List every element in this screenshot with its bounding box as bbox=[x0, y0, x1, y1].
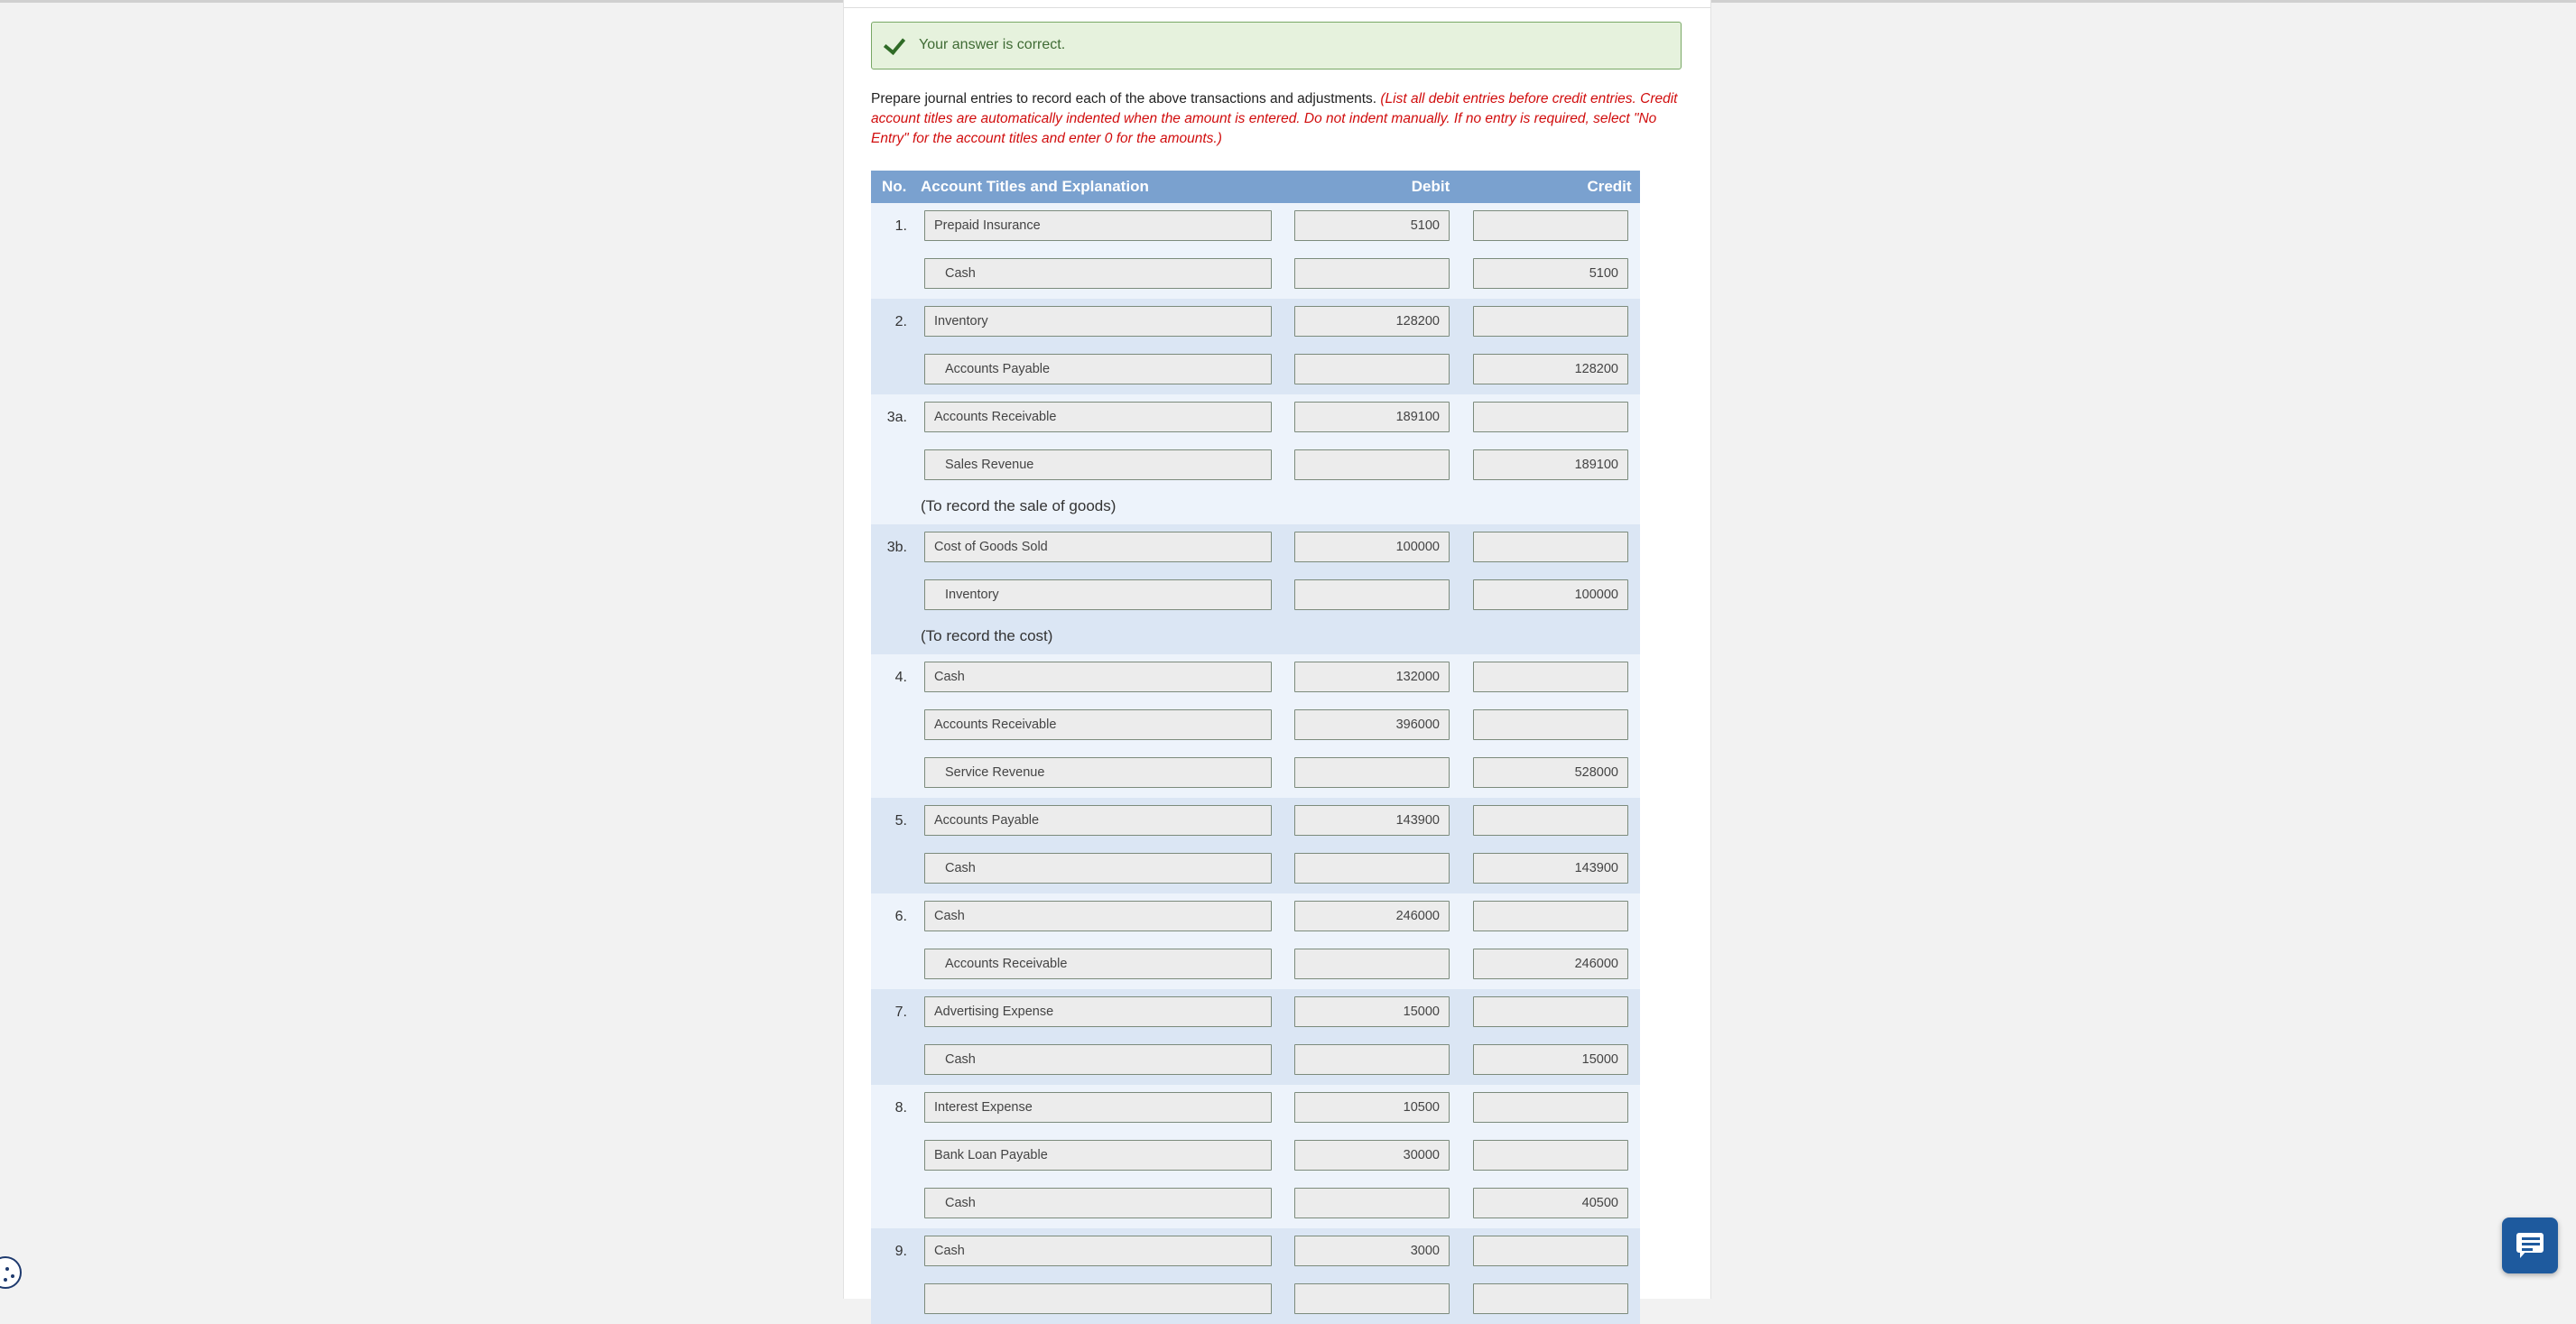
table-row bbox=[871, 941, 1640, 989]
entry-number: 2. bbox=[894, 314, 907, 329]
debit-field[interactable] bbox=[1294, 1283, 1450, 1314]
debit-field[interactable] bbox=[1294, 949, 1450, 979]
table-row bbox=[871, 203, 1640, 251]
debit-field[interactable] bbox=[1294, 757, 1450, 788]
header-credit: Credit bbox=[1587, 178, 1632, 195]
journal-entry-group bbox=[871, 654, 1640, 798]
table-row bbox=[871, 251, 1640, 299]
account-title-field[interactable]: Advertising Expense bbox=[924, 996, 1272, 1027]
table-row bbox=[871, 524, 1640, 572]
credit-field[interactable] bbox=[1473, 709, 1628, 740]
debit-field[interactable] bbox=[1294, 258, 1450, 289]
entry-number: 5. bbox=[894, 813, 907, 829]
credit-field[interactable] bbox=[1473, 901, 1628, 931]
table-row bbox=[871, 299, 1640, 347]
journal-entry-group bbox=[871, 524, 1640, 654]
account-title-field[interactable]: Bank Loan Payable bbox=[924, 1140, 1272, 1171]
account-title-field[interactable]: Cash bbox=[924, 1188, 1272, 1218]
journal-entry-group bbox=[871, 1228, 1640, 1324]
account-title-field[interactable]: Cash bbox=[924, 853, 1272, 884]
journal-entry-group bbox=[871, 1085, 1640, 1228]
entry-explanation-row bbox=[871, 620, 1640, 654]
header-debit: Debit bbox=[1411, 178, 1450, 195]
table-row bbox=[871, 1180, 1640, 1228]
cookie-dot bbox=[11, 1274, 14, 1278]
instructions-warning: (List all debit entries before credit entries. Credit account titles are automatically indented when the amount is entered. Do not indent manually. If no entry is required, select "No Entry" for the account titles and enter 0 for the amounts.) bbox=[871, 91, 1678, 146]
credit-field[interactable] bbox=[1473, 306, 1628, 337]
table-row bbox=[871, 442, 1640, 490]
journal-entry-group bbox=[871, 989, 1640, 1085]
entry-explanation: (To record the sale of goods) bbox=[921, 497, 1117, 514]
cookie-settings-icon[interactable] bbox=[0, 1256, 22, 1289]
table-row bbox=[871, 798, 1640, 846]
credit-field[interactable]: 100000 bbox=[1473, 579, 1628, 610]
checkmark-icon bbox=[884, 32, 905, 55]
table-row bbox=[871, 394, 1640, 442]
debit-field[interactable]: 5100 bbox=[1294, 210, 1450, 241]
credit-field[interactable]: 5100 bbox=[1473, 258, 1628, 289]
table-row bbox=[871, 654, 1640, 702]
table-row bbox=[871, 347, 1640, 394]
table-row bbox=[871, 1037, 1640, 1085]
credit-field[interactable]: 143900 bbox=[1473, 853, 1628, 884]
account-title-field[interactable]: Accounts Receivable bbox=[924, 709, 1272, 740]
debit-field[interactable]: 30000 bbox=[1294, 1140, 1450, 1171]
account-title-field[interactable]: Cash bbox=[924, 258, 1272, 289]
entry-number: 1. bbox=[894, 218, 907, 234]
entry-number: 3b. bbox=[886, 540, 907, 555]
panel-divider bbox=[844, 7, 1710, 8]
journal-entry-group bbox=[871, 893, 1640, 989]
chat-icon-line bbox=[2522, 1248, 2533, 1251]
feedback-message: Your answer is correct. bbox=[919, 37, 1066, 52]
credit-field[interactable] bbox=[1473, 1140, 1628, 1171]
debit-field[interactable]: 396000 bbox=[1294, 709, 1450, 740]
entry-number: 3a. bbox=[886, 410, 907, 425]
credit-field[interactable]: 528000 bbox=[1473, 757, 1628, 788]
chat-icon-line bbox=[2522, 1243, 2540, 1245]
journal-entry-group bbox=[871, 203, 1640, 299]
credit-field[interactable]: 189100 bbox=[1473, 449, 1628, 480]
debit-field[interactable]: 143900 bbox=[1294, 805, 1450, 836]
header-account: Account Titles and Explanation bbox=[921, 178, 1149, 195]
account-title-field[interactable]: Cost of Goods Sold bbox=[924, 532, 1272, 562]
chat-button[interactable] bbox=[2502, 1218, 2558, 1273]
journal-entry-group bbox=[871, 798, 1640, 893]
account-title-field[interactable]: Prepaid Insurance bbox=[924, 210, 1272, 241]
account-title-field[interactable]: Interest Expense bbox=[924, 1092, 1272, 1123]
debit-field[interactable]: 100000 bbox=[1294, 532, 1450, 562]
account-title-field[interactable]: Cash bbox=[924, 662, 1272, 692]
credit-field[interactable]: 15000 bbox=[1473, 1044, 1628, 1075]
credit-field[interactable] bbox=[1473, 1092, 1628, 1123]
table-row bbox=[871, 1133, 1640, 1180]
instructions-text: Prepare journal entries to record each of the above transactions and adjustments. bbox=[871, 91, 1377, 106]
debit-field[interactable] bbox=[1294, 354, 1450, 384]
journal-entry-table bbox=[871, 171, 1640, 1324]
entry-explanation: (To record the cost) bbox=[921, 627, 1053, 644]
credit-field[interactable] bbox=[1473, 1236, 1628, 1266]
correct-answer-banner bbox=[871, 22, 1682, 69]
table-row bbox=[871, 1228, 1640, 1276]
account-title-field[interactable]: Sales Revenue bbox=[924, 449, 1272, 480]
credit-field[interactable] bbox=[1473, 805, 1628, 836]
table-row bbox=[871, 1276, 1640, 1324]
account-title-field[interactable]: Accounts Payable bbox=[924, 805, 1272, 836]
debit-field[interactable]: 128200 bbox=[1294, 306, 1450, 337]
credit-field[interactable]: 246000 bbox=[1473, 949, 1628, 979]
credit-field[interactable] bbox=[1473, 1283, 1628, 1314]
debit-field[interactable] bbox=[1294, 853, 1450, 884]
account-title-field[interactable]: Accounts Receivable bbox=[924, 402, 1272, 432]
credit-field[interactable] bbox=[1473, 402, 1628, 432]
journal-entries bbox=[871, 203, 1640, 1324]
debit-field[interactable]: 246000 bbox=[1294, 901, 1450, 931]
table-header bbox=[871, 171, 1640, 203]
account-title-field[interactable]: Accounts Receivable bbox=[924, 949, 1272, 979]
debit-field[interactable]: 132000 bbox=[1294, 662, 1450, 692]
chat-icon-tail bbox=[2520, 1251, 2526, 1258]
entry-number: 7. bbox=[894, 1005, 907, 1020]
debit-field[interactable] bbox=[1294, 1188, 1450, 1218]
chat-icon-line bbox=[2522, 1237, 2540, 1240]
account-title-field[interactable] bbox=[924, 1283, 1272, 1314]
table-row bbox=[871, 893, 1640, 941]
credit-field[interactable] bbox=[1473, 532, 1628, 562]
table-row bbox=[871, 702, 1640, 750]
header-no: No. bbox=[882, 178, 907, 195]
debit-field[interactable] bbox=[1294, 579, 1450, 610]
debit-field[interactable]: 10500 bbox=[1294, 1092, 1450, 1123]
table-row bbox=[871, 750, 1640, 798]
debit-field[interactable]: 189100 bbox=[1294, 402, 1450, 432]
entry-number: 8. bbox=[894, 1100, 907, 1116]
debit-field[interactable] bbox=[1294, 1044, 1450, 1075]
credit-field[interactable] bbox=[1473, 662, 1628, 692]
entry-number: 6. bbox=[894, 909, 907, 924]
debit-field[interactable] bbox=[1294, 449, 1450, 480]
account-title-field[interactable]: Cash bbox=[924, 901, 1272, 931]
account-title-field[interactable]: Inventory bbox=[924, 306, 1272, 337]
account-title-field[interactable]: Cash bbox=[924, 1044, 1272, 1075]
journal-entry-group bbox=[871, 394, 1640, 524]
account-title-field[interactable]: Accounts Payable bbox=[924, 354, 1272, 384]
table-row bbox=[871, 989, 1640, 1037]
account-title-field[interactable]: Inventory bbox=[924, 579, 1272, 610]
credit-field[interactable]: 40500 bbox=[1473, 1188, 1628, 1218]
table-row bbox=[871, 572, 1640, 620]
credit-field[interactable] bbox=[1473, 996, 1628, 1027]
credit-field[interactable]: 128200 bbox=[1473, 354, 1628, 384]
debit-field[interactable]: 15000 bbox=[1294, 996, 1450, 1027]
instructions bbox=[871, 89, 1683, 149]
account-title-field[interactable]: Cash bbox=[924, 1236, 1272, 1266]
cookie-dot bbox=[4, 1278, 7, 1282]
account-title-field[interactable]: Service Revenue bbox=[924, 757, 1272, 788]
table-row bbox=[871, 1085, 1640, 1133]
entry-number: 4. bbox=[894, 670, 907, 685]
credit-field[interactable] bbox=[1473, 210, 1628, 241]
cookie-dot bbox=[5, 1267, 9, 1271]
table-row bbox=[871, 846, 1640, 893]
journal-entry-group bbox=[871, 299, 1640, 394]
entry-number: 9. bbox=[894, 1244, 907, 1259]
entry-explanation-row bbox=[871, 490, 1640, 524]
debit-field[interactable]: 3000 bbox=[1294, 1236, 1450, 1266]
